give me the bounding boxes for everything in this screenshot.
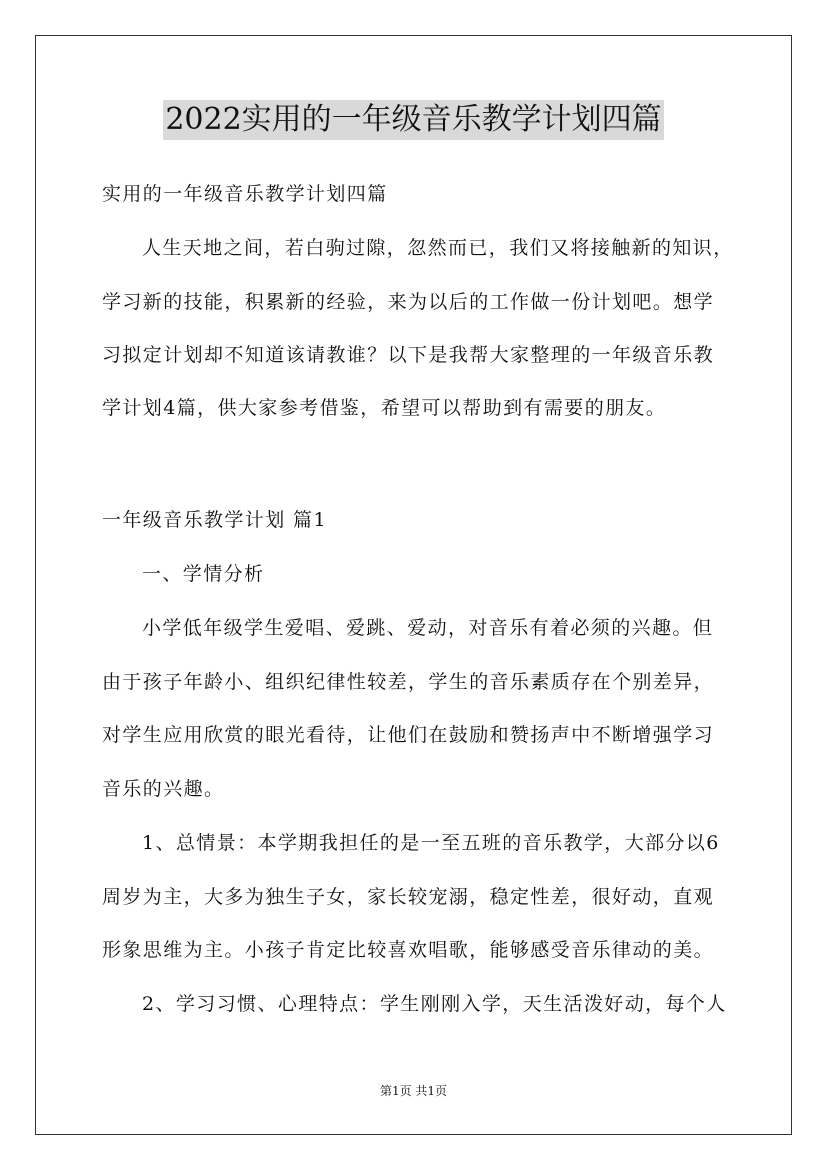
para2-line-3: 形象思维为主。小孩子肯定比较喜欢唱歌，能够感受音乐律动的美。 bbox=[102, 939, 715, 961]
para2-line-2: 周岁为主，大多为独生子女，家长较宠溺，稳定性差，很好动，直观 bbox=[102, 886, 715, 908]
intro-line-1: 人生天地之间，若白驹过隙，忽然而已，我们又将接触新的知识， bbox=[142, 237, 734, 259]
document-subtitle: 实用的一年级音乐教学计划四篇 bbox=[102, 183, 388, 205]
intro-line-4: 学计划4篇，供大家参考借鉴，希望可以帮助到有需要的朋友。 bbox=[102, 397, 667, 419]
para1-line-2: 由于孩子年龄小、组织纪律性较差，学生的音乐素质存在个别差异， bbox=[102, 671, 715, 693]
document-title: 2022实用的一年级音乐教学计划四篇 bbox=[163, 100, 663, 140]
para1-line-4: 音乐的兴趣。 bbox=[102, 778, 225, 800]
page-footer: 第1页 共1页 bbox=[379, 1084, 448, 1098]
para3-line-1: 2、学习习惯、心理特点：学生刚刚入学，天生活泼好动，每个人 bbox=[142, 993, 727, 1015]
title-wrap bbox=[0, 100, 827, 140]
section-heading: 一年级音乐教学计划 篇1 bbox=[102, 509, 327, 531]
para1-line-1: 小学低年级学生爱唱、爱跳、爱动，对音乐有着必须的兴趣。但 bbox=[142, 617, 714, 639]
sub-heading: 一、学情分析 bbox=[142, 563, 265, 585]
para2-line-1: 1、总情景：本学期我担任的是一至五班的音乐教学，大部分以6 bbox=[142, 832, 720, 854]
intro-line-3: 习拟定计划却不知道该请教谁？以下是我帮大家整理的一年级音乐教 bbox=[102, 344, 715, 366]
intro-line-2: 学习新的技能，积累新的经验，来为以后的工作做一份计划吧。想学 bbox=[102, 291, 715, 313]
para1-line-3: 对学生应用欣赏的眼光看待，让他们在鼓励和赞扬声中不断增强学习 bbox=[102, 724, 715, 746]
